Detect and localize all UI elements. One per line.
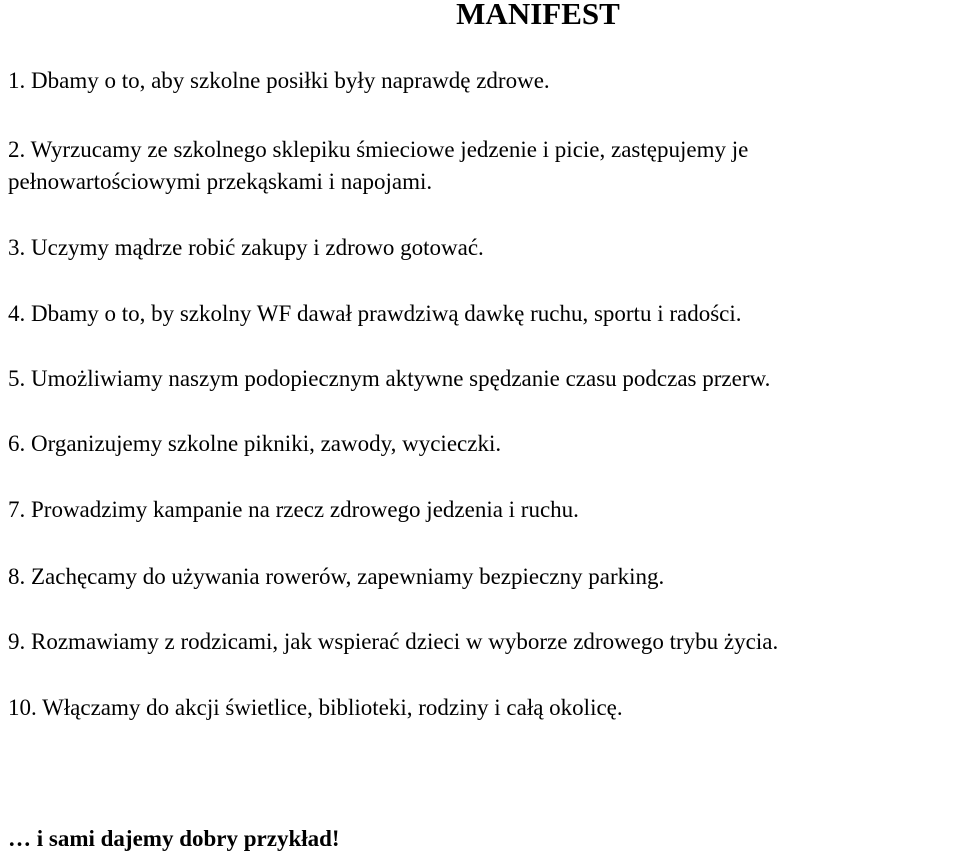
list-item: 2. Wyrzucamy ze szkolnego sklepiku śmieciowe jedzenie i picie, zastępujemy je (8, 137, 749, 162)
list-item: 5. Umożliwiamy naszym podopiecznym aktywne spędzanie czasu podczas przerw. (8, 366, 771, 391)
list-item: 8. Zachęcamy do używania rowerów, zapewniamy bezpieczny parking. (8, 564, 665, 589)
list-item: 7. Prowadzimy kampanie na rzecz zdrowego jedzenia i ruchu. (8, 497, 579, 522)
list-item: 1. Dbamy o to, aby szkolne posiłki były naprawdę zdrowe. (8, 68, 550, 93)
list-item: 4. Dbamy o to, by szkolny WF dawał prawdziwą dawkę ruchu, sportu i radości. (8, 301, 742, 326)
page-title: MANIFEST (456, 0, 620, 31)
list-item: 9. Rozmawiamy z rodzicami, jak wspierać dzieci w wyborze zdrowego trybu życia. (8, 629, 779, 654)
list-item: 10. Włączamy do akcji świetlice, biblioteki, rodziny i całą okolicę. (8, 695, 623, 720)
footer-slogan: … i sami dajemy dobry przykład! (8, 826, 340, 851)
list-item: 3. Uczymy mądrze robić zakupy i zdrowo gotować. (8, 235, 484, 260)
list-item: 6. Organizujemy szkolne pikniki, zawody, wycieczki. (8, 431, 502, 456)
list-item: pełnowartościowymi przekąskami i napojami. (8, 169, 433, 194)
